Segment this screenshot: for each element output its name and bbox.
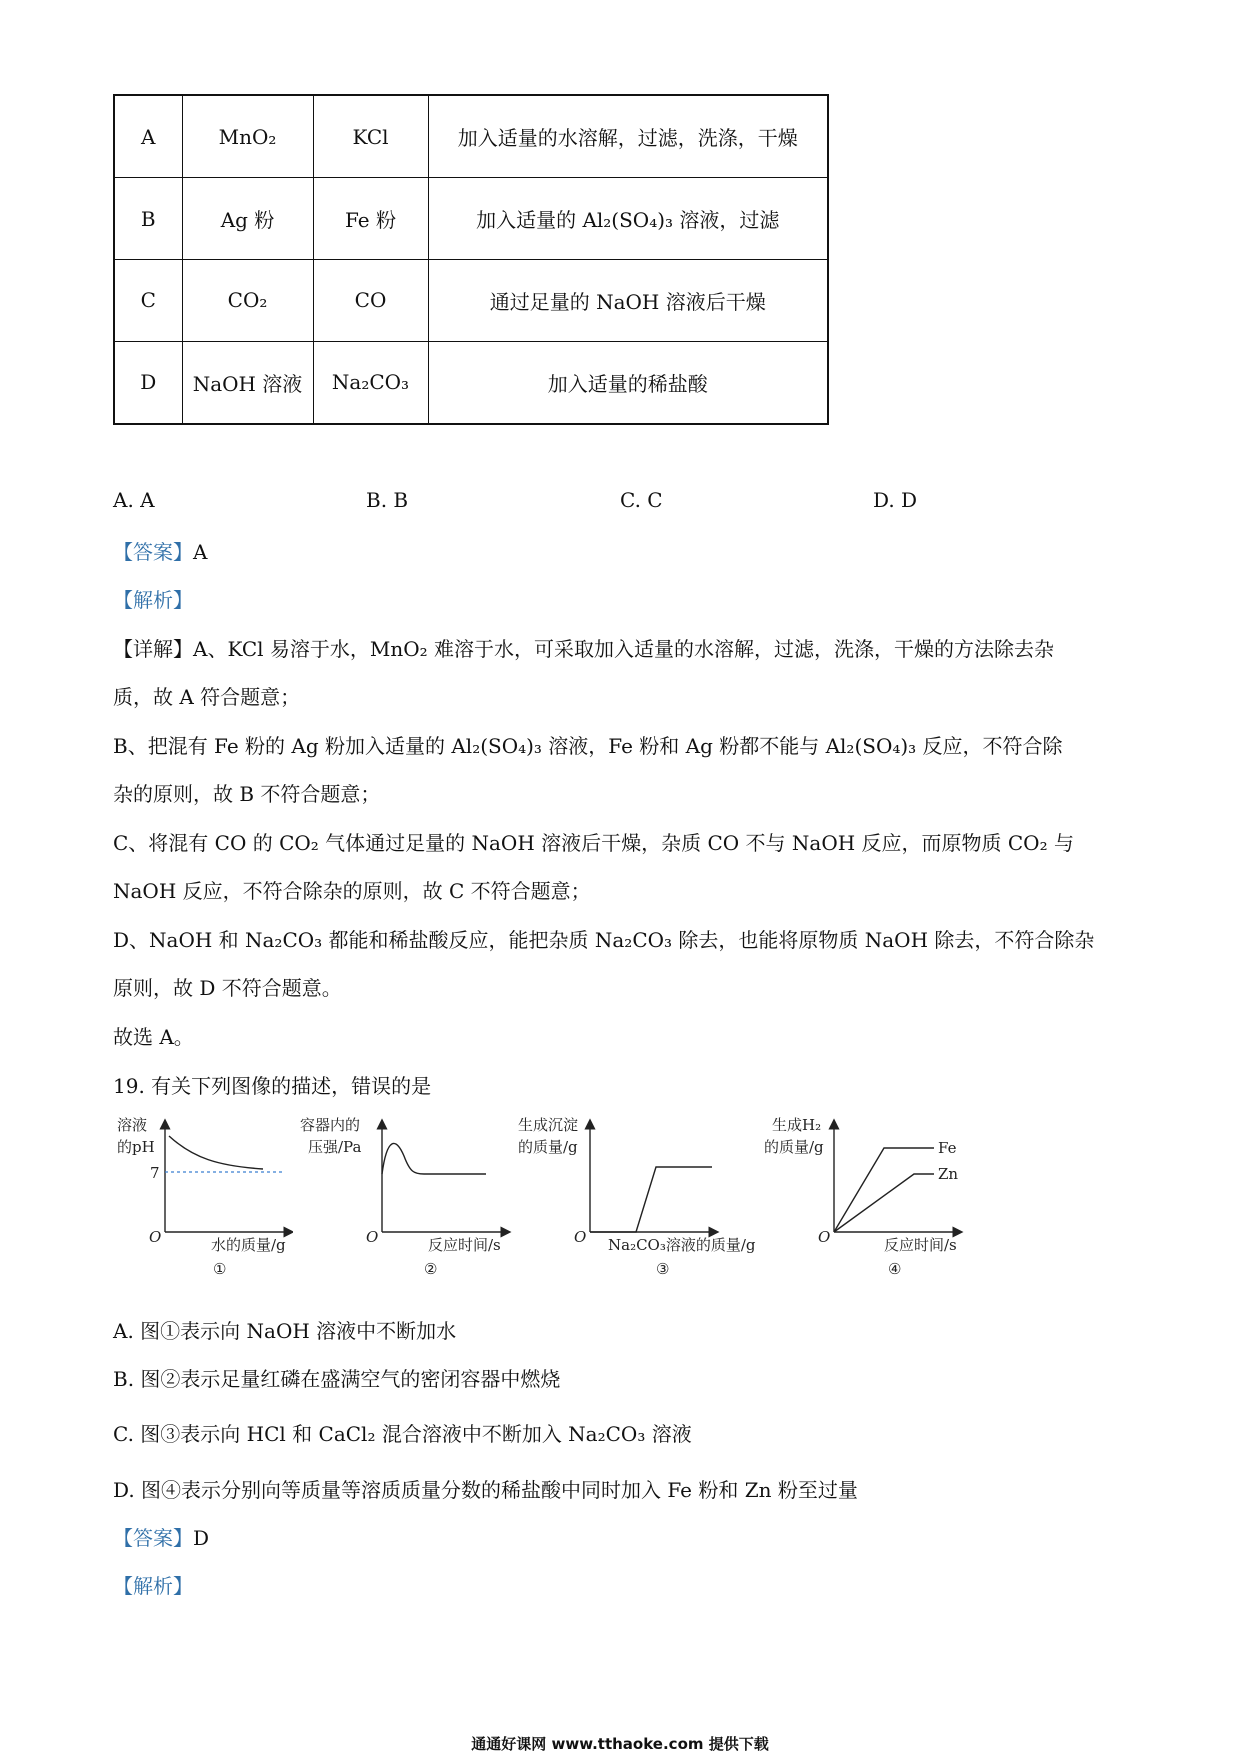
- option-d: D. D: [873, 488, 918, 512]
- answer-tag: 【答案】: [113, 1526, 193, 1550]
- option-b: B. B: [366, 488, 409, 512]
- detail-text: B、把混有 Fe 粉的 Ag 粉加入适量的 Al₂(SO₄)₃ 溶液，Fe 粉和 Ag 粉都不能与 Al₂(SO₄)₃ 反应，不符合除: [113, 734, 1063, 758]
- row-label: D: [114, 341, 182, 424]
- impurity-cell: KCl: [313, 95, 428, 178]
- y-label: 的质量/g: [764, 1138, 824, 1156]
- substance-cell: NaOH 溶液: [182, 341, 313, 424]
- impurity-cell: CO: [313, 259, 428, 341]
- detail-line: [113, 633, 1054, 662]
- option-c: C. C: [620, 488, 663, 512]
- graph-caption: ③: [656, 1260, 670, 1278]
- zn-line: [834, 1174, 934, 1232]
- method-cell: 加入适量的稀盐酸: [428, 341, 828, 424]
- y-label: 的质量/g: [518, 1138, 578, 1156]
- y-label: 压强/Pa: [308, 1138, 362, 1156]
- y-label: 的pH: [117, 1138, 155, 1156]
- detail-text: C、将混有 CO 的 CO₂ 气体通过足量的 NaOH 溶液后干燥，杂质 CO 不与 NaOH 反应，而原物质 CO₂ 与: [113, 831, 1074, 855]
- substance-cell: Ag 粉: [182, 178, 313, 260]
- origin-label: O: [574, 1228, 587, 1246]
- detail-tag: 【详解】: [113, 637, 193, 661]
- analysis-tag: 【解析】: [113, 588, 193, 612]
- x-label: 反应时间/s: [428, 1236, 501, 1254]
- precipitate-curve: [590, 1167, 712, 1232]
- y-tick: 7: [150, 1164, 160, 1182]
- y-label: 生成H₂: [772, 1116, 822, 1134]
- series-label-fe: Fe: [938, 1139, 957, 1157]
- analysis-tag: 【解析】: [113, 1574, 193, 1598]
- y-label: 容器内的: [300, 1116, 361, 1134]
- method-cell: 加入适量的 Al₂(SO₄)₃ 溶液，过滤: [428, 178, 828, 260]
- y-label: 生成沉淀: [518, 1116, 579, 1134]
- detail-text: NaOH 反应，不符合除杂的原则，故 C 不符合题意；: [113, 879, 591, 903]
- answer-tag: 【答案】: [113, 540, 193, 564]
- graph-pressure: [300, 1112, 514, 1284]
- row-label: C: [114, 259, 182, 341]
- origin-label: O: [149, 1228, 162, 1246]
- substance-cell: MnO₂: [182, 95, 313, 178]
- impurity-cell: Fe 粉: [313, 178, 428, 260]
- pressure-curve: [382, 1143, 486, 1174]
- row-label: A: [114, 95, 182, 178]
- method-cell: 通过足量的 NaOH 溶液后干燥: [428, 259, 828, 341]
- impurity-cell: Na₂CO₃: [313, 341, 428, 424]
- x-label: Na₂CO₃溶液的质量/g: [608, 1236, 756, 1254]
- graph-hydrogen: [750, 1112, 980, 1284]
- answer-line: [113, 1522, 209, 1551]
- detail-text: A、KCl 易溶于水，MnO₂ 难溶于水，可采取加入适量的水溶解，过滤，洗涤，干燥的方法除去杂: [193, 637, 1055, 661]
- graph-precipitate: [510, 1112, 780, 1284]
- detail-text: 杂的原则，故 B 不符合题意；: [113, 782, 381, 806]
- detail-text: D、NaOH 和 Na₂CO₃ 都能和稀盐酸反应，能把杂质 Na₂CO₃ 除去，也能将原物质 NaOH 除去，不符合除杂: [113, 928, 1095, 952]
- substance-cell: CO₂: [182, 259, 313, 341]
- ph-curve: [169, 1136, 263, 1169]
- analysis-line: [113, 584, 193, 613]
- q19-option-a: A. 图①表示向 NaOH 溶液中不断加水: [113, 1319, 457, 1343]
- answer-value: A: [193, 540, 208, 564]
- table-row: [114, 259, 828, 341]
- origin-label: O: [366, 1228, 379, 1246]
- graph-caption: ②: [424, 1260, 438, 1278]
- graph-caption: ④: [888, 1260, 902, 1278]
- q19-option-b: B. 图②表示足量红磷在盛满空气的密闭容器中燃烧: [113, 1367, 561, 1391]
- table-row: [114, 95, 828, 178]
- method-cell: 加入适量的水溶解，过滤，洗涤，干燥: [428, 95, 828, 178]
- answer-value: D: [193, 1526, 210, 1550]
- analysis-line: [113, 1570, 193, 1599]
- table-row: [114, 341, 828, 424]
- question-table: [113, 94, 829, 425]
- q19-option-c: C. 图③表示向 HCl 和 CaCl₂ 混合溶液中不断加入 Na₂CO₃ 溶液: [113, 1422, 692, 1446]
- conclusion-text: 故选 A。: [113, 1025, 194, 1049]
- graph-caption: ①: [213, 1260, 227, 1278]
- question-stem: 19. 有关下列图像的描述，错误的是: [113, 1074, 432, 1098]
- origin-label: O: [818, 1228, 831, 1246]
- answer-line: [113, 536, 207, 565]
- fe-line: [834, 1148, 934, 1232]
- series-label-zn: Zn: [938, 1165, 959, 1183]
- option-a: A. A: [113, 488, 155, 512]
- footer-watermark: 通通好课网 www.tthaoke.com 提供下载: [471, 1735, 769, 1753]
- row-label: B: [114, 178, 182, 260]
- x-label: 水的质量/g: [211, 1236, 286, 1254]
- table-row: [114, 178, 828, 260]
- detail-text: 质，故 A 符合题意；: [113, 685, 301, 709]
- y-label: 溶液: [117, 1116, 148, 1134]
- x-label: 反应时间/s: [884, 1236, 957, 1254]
- q19-option-d: D. 图④表示分别向等质量等溶质质量分数的稀盐酸中同时加入 Fe 粉和 Zn 粉至过量: [113, 1478, 858, 1502]
- graph-ph: [113, 1112, 293, 1284]
- detail-text: 原则，故 D 不符合题意。: [113, 976, 342, 1000]
